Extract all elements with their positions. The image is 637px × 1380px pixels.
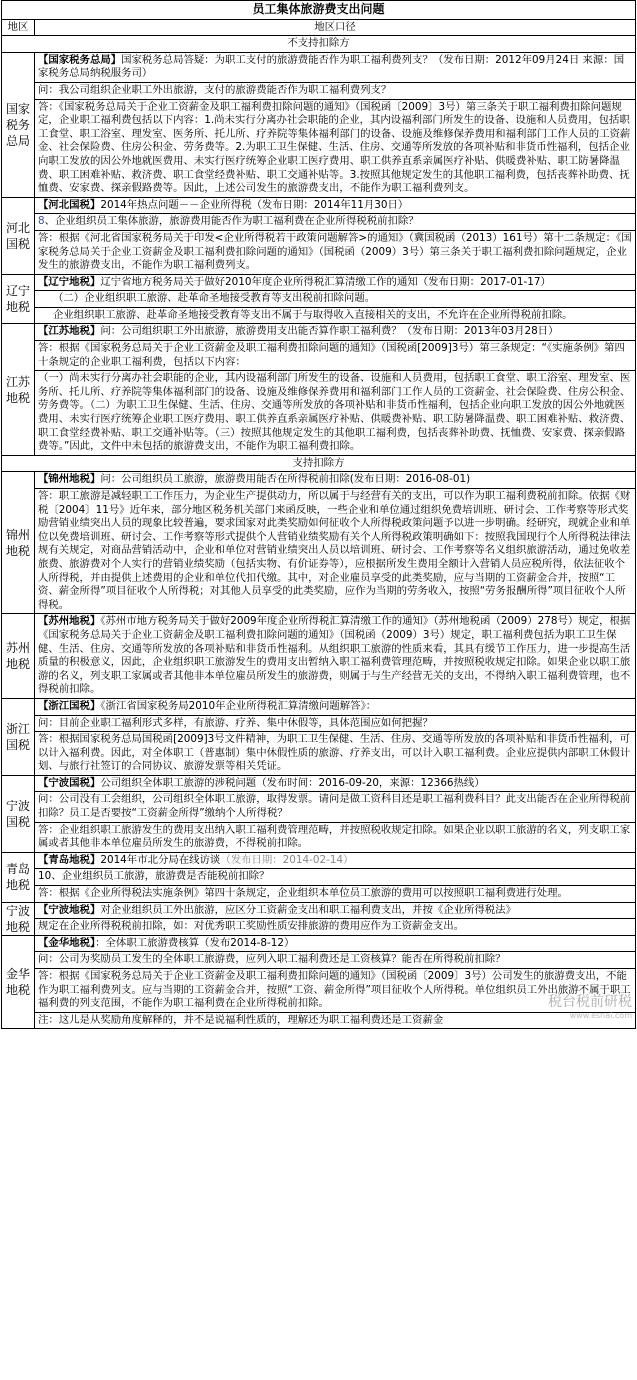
source-tag: 【苏州地税】 xyxy=(38,615,101,628)
source-qingdao xyxy=(35,852,636,869)
region-suzhou: 苏州地税 xyxy=(2,614,35,699)
question-hebei xyxy=(35,214,636,231)
page-title: 员工集体旅游费支出问题 xyxy=(2,1,636,20)
question-text: 、企业组织员工集体旅游，旅游费用能否作为职工福利费在企业所得税税前扣除？ xyxy=(44,215,419,228)
region-liaoning: 辽宁地税 xyxy=(2,274,35,324)
question-national: 问：我公司组织企业职工外出旅游，支付的旅游费能否作为职工福利费列支？ xyxy=(35,82,636,99)
question-ningbo-guoshui: 问：公司没有工会组织，公司组织全体职工旅游，取得发票。请问是做工资科目还是职工福利费科目？此支出能否在企业所得税前扣除？员工是否要按“工资薪金所得”缴纳个人所得税？ xyxy=(35,792,636,822)
source-text: 2014年热点问题－－企业所得税（发布日期：2014年11月30日） xyxy=(100,198,409,211)
source-text: 2014年市北分局在线访谈 xyxy=(100,853,221,866)
source-text: 公司组织全体职工旅游的涉税问题（发布时间：2016-09-20，来源：12366热线） xyxy=(100,776,485,789)
source-jiangsu xyxy=(35,324,636,341)
publish-date: （发布日期：2014-02-14） xyxy=(220,853,354,866)
source-tag: 【浙江国税】 xyxy=(38,699,101,712)
answer-zhejiang: 答：根据国家税务总局国税函[2009]3号文件精神，为职工卫生保健、生活、住房、交通等所发放的各项补贴和非货币性福利，可以计入福利费。因此，对全体职工（普惠制）集中休假性质的旅游、疗养支出，可以计入职工福利费。企业应提供内部职工休假计划、与旅行社签订的合同协议、旅游发票等相关凭证。 xyxy=(35,732,636,776)
question-qingdao: 10、企业组织员工旅游，旅游费是否能税前扣除？ xyxy=(35,869,636,886)
source-tag: 【国家税务总局】 xyxy=(38,53,122,66)
answer-ningbo-guoshui: 答：企业组织职工旅游发生的费用支出纳入职工福利费管理范畴，并按照税收规定扣除。如果企业以职工旅游的名义，列支职工家属或者其他非本单位雇员所发生的旅游费，不得税前扣除。 xyxy=(35,822,636,852)
source-tag: 【锦州地税】 xyxy=(38,473,101,486)
region-jinzhou: 锦州地税 xyxy=(2,472,35,614)
region-ningbo-guoshui: 宁波国税 xyxy=(2,775,35,852)
answer-jinzhou: 答：职工旅游是减轻职工工作压力，为企业生产提供动力，所以属于与经营有关的支出，可以作为职工福利费税前扣除。依据《财税〔2004〕11号》近年来，部分地区税务机关部门来函反映，一些企业和单位通过组织免费培训班、研讨会、工作考察等形式奖励营销业绩突出人员的现象比较普遍，要求国家对此类奖励如何征收个人所得税政策问题予以进一步明确。经研究，现就企业和单位以免费培训班、研讨会、工作考察等形式提供个人营销业绩奖励有关个人所得税政策明确如下：按照我国现行个人所得税法律法规有关规定，对商品营销活动中，企业和单位对营销业绩突出人员以培训班、研讨会、工作考察等名义组织旅游活动，通过免收差旅费、旅游费对个人实行的营销业绩奖励（包括实物、有价证券等），应根据所发生费用全额计入营销人员应税所得，依法征收个人所得税，并由提供上述费用的企业和单位代扣代缴。其中，对企业雇员享受的此类奖励，应与当期的工资薪金合并，按照“工资、薪金所得”项目征收个人所得税；对其他人员享受的此类奖励，应作为当期的劳务收入，按照“劳务报酬所得”项目征收个人所得税。 xyxy=(35,489,636,614)
source-liaoning xyxy=(35,274,636,291)
source-jinzhou xyxy=(35,472,636,489)
region-national: 国家税务总局 xyxy=(2,52,35,197)
region-hebei: 河北国税 xyxy=(2,197,35,274)
source-text: 问：公司组织职工外出旅游，旅游费用支出能否算作职工福利费？（发布日期：2013年03月28日） xyxy=(100,325,559,338)
source-text: ：全体职工旅游费核算（发布2014-8-12） xyxy=(95,936,295,949)
region-jinhua: 金华地税 xyxy=(2,935,35,1029)
answer-liaoning: 企业组织职工旅游、赴革命圣地接受教育等支出不属于与取得收入直接相关的支出，不允许在企业所得税前扣除。 xyxy=(35,307,636,324)
section-deductible: 支持扣除方 xyxy=(2,455,636,472)
source-tag: 【青岛地税】 xyxy=(38,853,101,866)
header-region: 地区 xyxy=(2,19,35,36)
region-qingdao: 青岛地税 xyxy=(2,852,35,902)
source-text: 问：公司组织员工旅游，旅游费用能否在所得税前扣除(发布日期：2016-08-01) xyxy=(100,473,471,486)
source-tag: 【宁波国税】 xyxy=(38,776,101,789)
source-hebei xyxy=(35,197,636,214)
question-number: 8 xyxy=(38,215,45,228)
page xyxy=(1,0,636,1029)
source-text: 辽宁省地方税务局关于做好2010年度企业所得税汇算清缴工作的通知（发布日期：2017-01-17） xyxy=(100,275,551,288)
answer-ningbo-dishui: 规定在企业所得税税前扣除，如：对优秀职工奖励性质安排旅游的费用应作为工资薪金支出。 xyxy=(35,919,636,936)
note-jinhua: 注：这儿是从奖励角度解释的，并不是说福利性质的，理解还为职工福利费还是工资薪金 xyxy=(35,1012,636,1029)
answer-qingdao: 答：根据《企业所得税法实施条例》第四十条规定，企业组织本单位员工旅游的费用可以按照职工福利费进行处理。 xyxy=(35,886,636,903)
question-zhejiang: 问：目前企业职工福利形式多样，有旅游、疗养、集中休假等，具体范围应如何把握？ xyxy=(35,715,636,732)
answer-jiangsu-intro: 答：根据《国家税务总局关于企业工资薪金及职工福利费扣除问题的通知》（国税函[2009]3号）第三条规定：“《实施条例》第四十条规定的企业职工福利费，包括以下内容： xyxy=(35,341,636,371)
source-zhejiang xyxy=(35,698,636,715)
region-jiangsu: 江苏地税 xyxy=(2,324,35,455)
source-tag: 【辽宁地税】 xyxy=(38,275,101,288)
answer-hebei: 答：根据《河北省国家税务局关于印发<企业所得税若干政策问题解答>的通知》（冀国税函（2013）161号）第十二条规定：《国家税务总局关于企业工资薪金及职工福利费扣除问题的通知》（国税函（2009）3号）第三条关于职工福利费扣除问题规定，企业发生的旅游费支出，不能作为职工福利费列支。 xyxy=(35,230,636,274)
tax-table xyxy=(1,0,636,1029)
source-national xyxy=(35,52,636,82)
watermark xyxy=(548,995,632,1023)
source-text: 《浙江省国家税务局2010年企业所得税汇算清缴问题解答》： xyxy=(100,699,377,712)
source-ningbo-guoshui xyxy=(35,775,636,792)
source-ningbo-dishui xyxy=(35,902,636,919)
header-caliber: 地区口径 xyxy=(35,19,636,36)
question-jinhua: 问：公司为奖励员工发生的全体职工旅游费，应列入职工福利费还是工资核算？能否在所得税前扣除？ xyxy=(35,952,636,969)
region-zhejiang: 浙江国税 xyxy=(2,698,35,775)
source-tag: 【宁波地税】 xyxy=(38,903,101,916)
source-tag: 【金华地税】 xyxy=(38,936,96,949)
watermark-text: 税台税前研税 xyxy=(548,994,632,1011)
source-tag: 【江苏地税】 xyxy=(38,325,101,338)
answer-jiangsu: （一）尚未实行分离办社会职能的企业，其内设福利部门所发生的设备、设施和人员费用，包括职工食堂、职工浴室、理发室、医务所、托儿所、疗养院等集体福利部门的设备、设施及维修保养费用和福利部门工作人员的工资薪金、社会保险费、住房公积金、劳务费等。（二）为职工卫生保健、生活、住房、交通等所发放的各项补贴和非货币性福利，包括企业向职工发放的因公外地就医费用、未实行医疗统筹企业职工医疗费用、职工供养直系亲属医疗补贴、供暖费补贴、职工防暑降温费、职工困难补贴、救济费、职工食堂经费补贴、职工交通补贴等。（三）按照其他规定发生的其他职工福利费，包括丧葬补助费、抚恤费、安家费、探亲假路费等。”因此，文件中未包括的旅游费支出，不能作为职工福利费扣除。 xyxy=(35,371,636,456)
source-tag: 【河北国税】 xyxy=(38,198,101,211)
question-liaoning: （二）企业组织职工旅游、赴革命圣地接受教育等支出税前扣除问题。 xyxy=(35,291,636,308)
source-text: 对企业组织员工外出旅游，应区分工资薪金支出和职工福利费支出，并按《企业所得税法》 xyxy=(100,903,516,916)
source-text: 国家税务总局答疑：为职工支付的旅游费能否作为职工福利费列支？（发布日期：2012年09月24日 来源：国家税务总局纳税服务司） xyxy=(38,53,625,80)
answer-text: 《苏州市地方税务局关于做好2009年度企业所得税汇算清缴工作的通知》（苏州地税函（2009）278号）规定，根据《国家税务总局关于企业工资薪金及职工福利费扣除问题的通知》（国税函（2009）3号）规定，职工福利费包括为职工卫生保健、生活、住房、交通等所发放的各项补贴和非货币性福利。从组织职工旅游的性质来看，其具有缓节工作压力，进一步提高生活质量的积极意义，因此，企业组织职工旅游发生的费用支出暂纳入职工福利费管理范畴，并按照税收规定扣除。如果企业以职工旅游的名义，列支职工家属或者其他非本单位雇员所发生的旅游费，则属于与生产经营无关的支出，不得纳入职工福利费管理，也不得税前扣除。 xyxy=(38,615,631,696)
answer-national: 答：《国家税务总局关于企业工资薪金及职工福利费扣除问题的通知》（国税函〔2009〕3号）第三条关于职工福利费扣除问题规定，企业职工福利费包括以下内容：1.尚未实行分离办社会职能的企业，其内设福利部门所发生的设备、设施和人员费用，包括职工食堂、职工浴室、理发室、医务所、托儿所、疗养院等集体福利部门的设备、设施及维修保养费用和福利部门工作人员的工资薪金、社会保险费、住房公积金、劳务费等。2.为职工卫生保健、生活、住房、交通等所发放的各项补贴和非货币性福利，包括企业向职工发放的因公外地就医费用、未实行医疗统筹企业职工医疗费用、职工供养直系亲属医疗补贴、供暖费补贴、职工防暑降温费、职工困难补贴、救济费、职工食堂经费补贴、职工交通补贴等。3.按照其他规定发生的其他职工福利费，包括丧葬补助费、抚恤费、安家费、探亲假路费等。因此，上述公司发生的旅游费支出，不能作为职工福利费列支。 xyxy=(35,99,636,197)
region-ningbo-dishui: 宁波地税 xyxy=(2,902,35,935)
section-not-deductible: 不支持扣除方 xyxy=(2,36,636,53)
answer-suzhou xyxy=(35,614,636,699)
source-jinhua xyxy=(35,935,636,952)
watermark-site: www.esnai.com xyxy=(569,1011,632,1021)
answer-jinhua: 答：根据《国家税务总局关于企业工资薪金及职工福利费扣除问题的通知》（国税函〔2009〕3号）公司发生的旅游费支出，不能作为职工福利费列支。应与当期的工资薪金合并，按照“工资、薪金所得”项目征收个人所得税。单位组织员工外出旅游不属于职工福利费的列支范围，不能作为职工福利费在企业所得税前扣除。 xyxy=(35,969,636,1013)
